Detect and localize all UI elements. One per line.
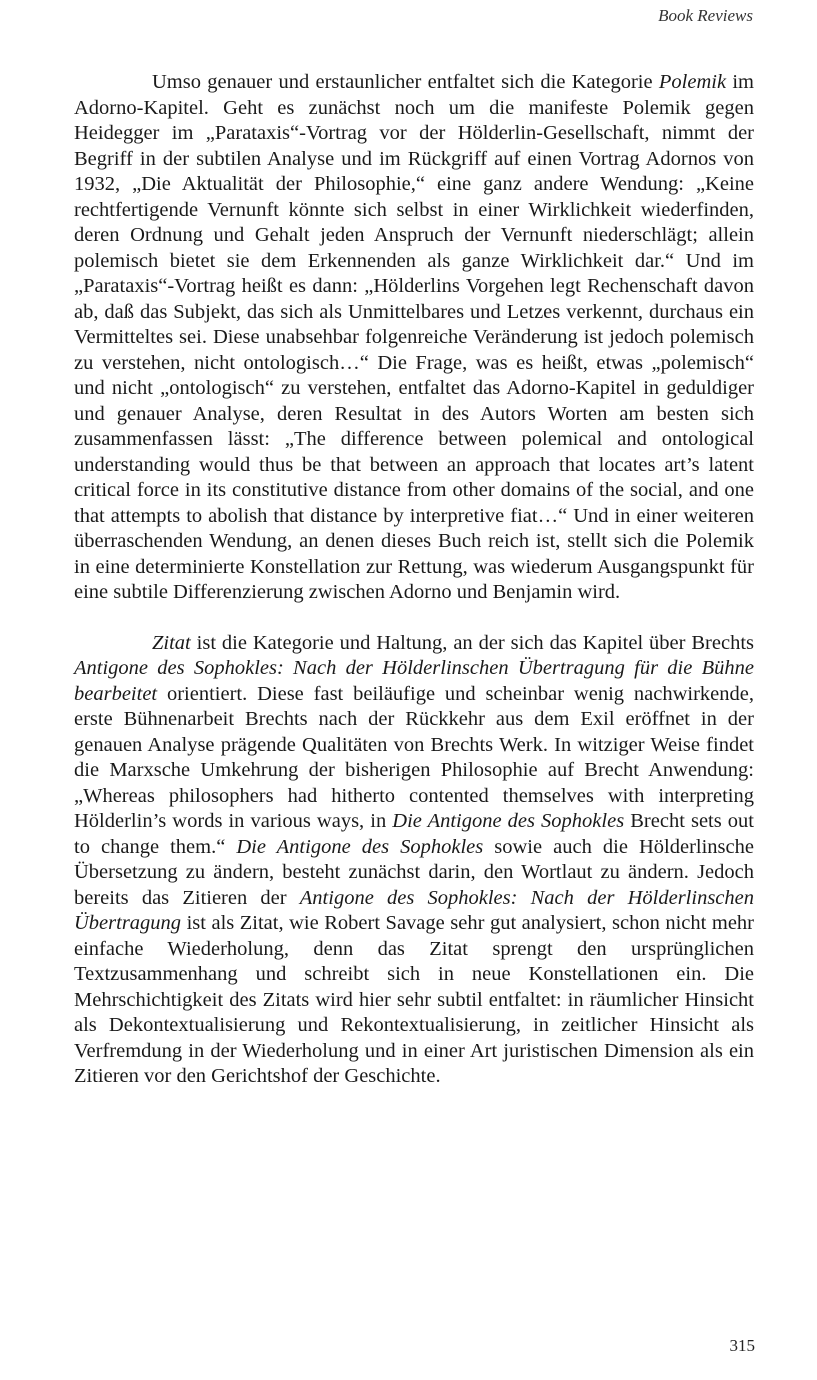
- text-segment: im Adorno-Kapitel. Geht es zunächst noch um die manifeste Polemik gegen Heidegger im „Parataxis“-Vortrag vor der Hölderlin-Gesellschaft, nimmt der Begriff in der subtilen Analyse und im Rückgriff auf einen Vortrag Adornos von 1932, „Die Aktualität der Philosophie,“ eine ganz andere Wendung: „Keine rechtfertigende Vernunft könnte sich selbst in einer Wirklichkeit wiederfinden, deren Ordnung und Gehalt jeden Anspruch der Vernunft niederschlägt; allein polemisch bietet sie dem Erkennenden als ganze Wirklichkeit dar.“ Und im „Parataxis“-Vortrag heißt es dann: „Hölderlins Vorgehen legt Rechenschaft davon ab, daß das Subjekt, das sich als Unmittelbares und Letzes verkennt, durchaus ein Vermitteltes sei. Diese unabsehbar folgenreiche Veränderung ist jedoch polemisch zu verstehen, nicht ontologisch…“ Die Frage, was es heißt, etwas „polemisch“ und nicht „ontologisch“ zu verstehen, entfaltet das Adorno-Kapitel in geduldiger und genauer Analyse, deren Resultat in des Autors Worten am besten sich zusammenfassen lässt: „The difference between polemical and ontological understanding would thus be that between an approach that locates art’s latent critical force in its constitutive distance from other domains of the social, and one that attempts to abolish that distance by interpretive fiat…“ Und in einer weiteren überraschenden Wendung, an denen dieses Buch reich ist, stellt sich die Polemik in eine determinierte Konstellation zur Rettung, was wiederum Ausgangspunkt für eine subtile Differenzierung zwischen Adorno und Benjamin wird.: [74, 71, 754, 603]
- text-segment-italic: Die Antigone des Sophokles: [236, 835, 484, 858]
- page-number: 315: [729, 1336, 755, 1355]
- text-segment-italic: Zitat: [152, 631, 191, 654]
- text-segment: ist als Zitat, wie Robert Savage sehr gut analysiert, schon nicht mehr einfache Wiederholung, denn das Zitat sprengt den ursprünglichen Textzusammenhang und schreibt sich in neue Konstellationen ein. Die Mehrschichtigkeit des Zitats wird hier sehr subtil entfaltet: in räumlicher Hinsicht als Dekontextualisierung und Rekontextualisierung, in zeitlicher Hinsicht als Verfremdung in der Wiederholung und in einer Art juristischen Dimension als ein Zitieren vor den Gerichtshof der Geschichte.: [74, 912, 754, 1087]
- paragraph-polemik: [74, 70, 754, 606]
- text-segment-italic: Polemik: [658, 71, 727, 93]
- text-segment-italic: Antigone des Sophokles: Nach der Hölderlinschen Übertragung: [74, 886, 754, 934]
- text-segment: ist die Kategorie und Haltung, an der sich das Kapitel über Brechts: [190, 631, 754, 654]
- text-body: [74, 70, 754, 1090]
- running-head: Book Reviews: [658, 6, 753, 25]
- text-segment: Brecht sets out to change them.“: [74, 810, 754, 858]
- text-segment: Umso genauer und erstaunlicher entfaltet sich die Kategorie: [152, 71, 659, 93]
- text-segment: orientiert. Diese fast beiläufige und scheinbar wenig nachwirkende, erste Bühnenarbeit Brechts nach der Rückkehr aus dem Exil eröffnet in der genauen Analyse prägende Qualitäten von Brechts Werk. In witziger Weise findet die Marxsche Umkehrung der bisherigen Philosophie auf Brecht Anwendung: „Whereas philosophers had hitherto contented themselves with interpreting Hölderlin’s words in various ways, in: [74, 682, 754, 832]
- paragraph-zitat: [74, 631, 754, 1090]
- text-segment-italic: Antigone des Sophokles: Nach der Hölderlinschen Übertragung für die Bühne bearbeitet: [74, 657, 754, 705]
- text-segment: sowie auch die Hölderlinsche Übersetzung zu ändern, besteht zunächst darin, den Wortlaut zu ändern. Jedoch bereits das Zitieren der: [74, 835, 754, 909]
- text-segment-italic: Die Antigone des Sophokles: [392, 810, 625, 832]
